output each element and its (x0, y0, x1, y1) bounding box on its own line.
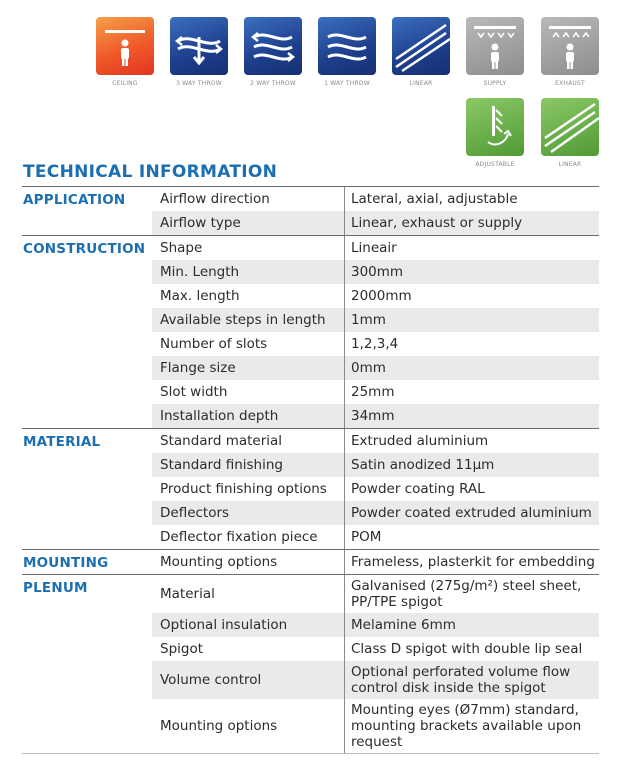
property-label: Deflectors (152, 501, 345, 525)
property-value: POM (351, 529, 382, 545)
property-label: Product finishing options (152, 477, 345, 501)
property-label: Slot width (152, 380, 345, 404)
adjustable-icon (466, 98, 524, 156)
exhaust-icon (541, 17, 599, 75)
icon-caption: 1 WAY THROW (324, 80, 370, 87)
property-label: Airflow type (152, 211, 345, 235)
supply-tile (466, 17, 524, 87)
property-label: Deflector fixation piece (152, 525, 345, 549)
property-value: Extruded aluminium (351, 433, 489, 449)
section-title: TECHNICAL INFORMATION (23, 162, 278, 182)
table-row (152, 236, 599, 260)
property-label: Min. Length (152, 260, 345, 284)
icon-caption: LINEAR (558, 161, 582, 168)
linear-green-tile (541, 98, 599, 168)
linear-green-icon (541, 98, 599, 156)
property-label: Standard finishing (152, 453, 345, 477)
icon-caption: 3 WAY THROW (176, 80, 222, 87)
ceiling-person-icon (96, 17, 154, 75)
group-heading: PLENUM (23, 580, 88, 596)
adjustable-tile (466, 98, 524, 168)
table-row (152, 637, 599, 661)
group-heading: APPLICATION (23, 192, 126, 208)
property-value: Satin anodized 11µm (351, 457, 495, 473)
property-value: Lineair (351, 240, 397, 256)
group-heading: CONSTRUCTION (23, 241, 146, 257)
property-label: Standard material (152, 429, 345, 453)
property-value: 34mm (351, 408, 395, 424)
3-way-throw-tile (170, 17, 228, 87)
icon-caption: EXHAUST (555, 80, 585, 87)
property-value: Galvanised (275g/m²) steel sheet, PP/TPE spigot (351, 578, 582, 610)
property-value: 300mm (351, 264, 404, 280)
table-row (152, 501, 599, 525)
spec-group-application (22, 186, 599, 235)
property-label: Number of slots (152, 332, 345, 356)
icon-caption: SUPPLY (483, 80, 507, 87)
property-label: Mounting options (152, 550, 345, 574)
table-row (152, 260, 599, 284)
table-row (152, 661, 599, 699)
table-row (152, 308, 599, 332)
ceiling-tile (96, 17, 154, 87)
property-value: Melamine 6mm (351, 617, 456, 633)
table-row (152, 453, 599, 477)
property-value: 0mm (351, 360, 386, 376)
table-row (152, 525, 599, 549)
property-label: Installation depth (152, 404, 345, 428)
table-row (152, 332, 599, 356)
property-label: Mounting options (152, 699, 345, 753)
icon-caption: LINEAR (409, 80, 433, 87)
table-row (152, 211, 599, 235)
table-row (152, 187, 599, 211)
property-value: Class D spigot with double lip seal (351, 641, 583, 657)
table-row (152, 380, 599, 404)
2-way-throw-icon (244, 17, 302, 75)
spec-table (22, 186, 599, 754)
table-row (152, 429, 599, 453)
1-way-throw-tile (318, 17, 376, 87)
property-value: Optional perforated volume flow control disk inside the spigot (351, 664, 571, 696)
property-label: Available steps in length (152, 308, 345, 332)
group-heading: MOUNTING (23, 555, 109, 571)
table-row (152, 404, 599, 428)
property-value: 1mm (351, 312, 386, 328)
supply-icon (466, 17, 524, 75)
property-label: Flange size (152, 356, 345, 380)
property-value: Frameless, plasterkit for embedding (351, 554, 595, 570)
table-row (152, 356, 599, 380)
property-label: Airflow direction (152, 187, 345, 211)
property-value: Mounting eyes (Ø7mm) standard, mounting brackets available upon request (351, 702, 582, 750)
table-row (152, 550, 599, 574)
spec-group-material (22, 428, 599, 549)
icon-caption: 2 WAY THROW (250, 80, 296, 87)
property-label: Optional insulation (152, 613, 345, 637)
property-value: 1,2,3,4 (351, 336, 399, 352)
property-label: Material (152, 575, 345, 613)
1-way-throw-icon (318, 17, 376, 75)
table-row (152, 284, 599, 308)
spec-group-construction (22, 235, 599, 428)
table-row (152, 477, 599, 501)
spec-group-plenum (22, 574, 599, 754)
3-way-throw-icon (170, 17, 228, 75)
icon-caption: ADJUSTABLE (475, 161, 515, 168)
property-label: Spigot (152, 637, 345, 661)
linear-tile (392, 17, 450, 87)
property-value: Lateral, axial, adjustable (351, 191, 518, 207)
spec-group-mounting (22, 549, 599, 574)
property-value: 25mm (351, 384, 395, 400)
property-label: Shape (152, 236, 345, 260)
table-row (152, 699, 599, 753)
property-value: Linear, exhaust or supply (351, 215, 523, 231)
table-row (152, 613, 599, 637)
group-heading: MATERIAL (23, 434, 101, 450)
property-label: Max. length (152, 284, 345, 308)
linear-icon (392, 17, 450, 75)
property-value: 2000mm (351, 288, 412, 304)
property-value: Powder coated extruded aluminium (351, 505, 592, 521)
icon-caption: CEILING (112, 80, 138, 87)
property-label: Volume control (152, 661, 345, 699)
table-row (152, 575, 599, 613)
exhaust-tile (541, 17, 599, 87)
property-value: Powder coating RAL (351, 481, 485, 497)
2-way-throw-tile (244, 17, 302, 87)
